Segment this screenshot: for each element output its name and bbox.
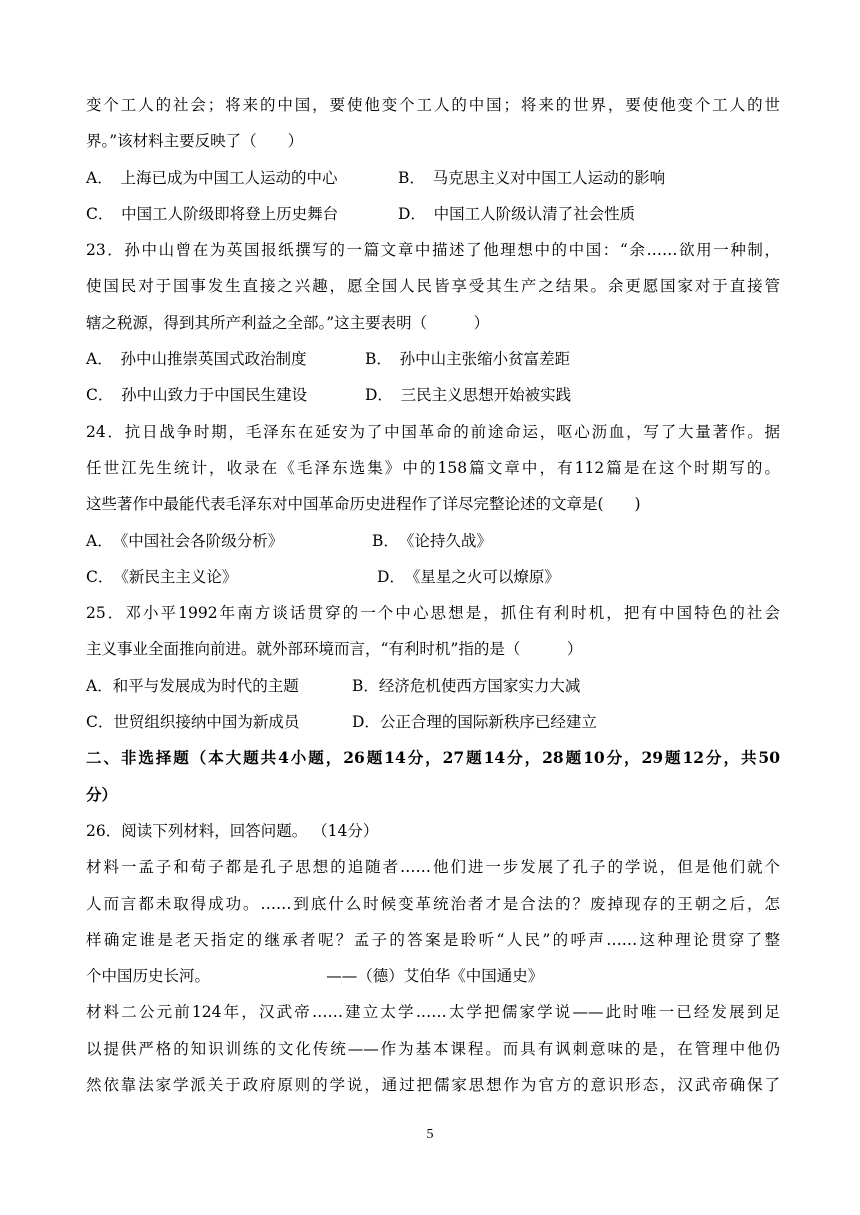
option-d: D． 三民主义思想开始被实践 [365, 386, 572, 405]
text-line: 任世江先生统计，收录在《毛泽东选集》中的158篇文章中，有112篇是在这个时期写的。 [86, 458, 780, 477]
material-one: 材料一孟子和荀子都是孔子思想的追随者……他们进一步发展了孔子的学说，但是他们就个 [86, 858, 780, 877]
text-line: 以提供严格的知识训练的文化传统——作为基本课程。而具有讽刺意味的是，在管理中他仍 [86, 1039, 780, 1058]
option-d: D． 《星星之火可以燎原》 [377, 567, 560, 586]
option-row [86, 559, 780, 595]
option-a: A．和平与发展成为时代的主题 [86, 676, 299, 695]
option-a: A． 孙中山推崇英国式政治制度 [86, 350, 307, 369]
page-number: 5 [426, 1127, 434, 1142]
option-row [86, 341, 780, 377]
text-line: 人而言都未取得成功。……到底什么时候变革统治者才是合法的？废掉现存的王朝之后，怎 [86, 894, 780, 913]
text-line: 变个工人的社会；将来的中国，要使他变个工人的中国；将来的世界，要使他变个工人的世 [86, 96, 780, 114]
option-c: C． 中国工人阶级即将登上历史舞台 [86, 204, 339, 223]
option-c: C．世贸组织接纳中国为新成员 [86, 713, 300, 732]
option-a: A． 上海已成为中国工人运动的中心 [86, 168, 338, 187]
material-two: 材料二公元前124年，汉武帝……建立太学……太学把儒家学说——此时唯一已经发展到足 [86, 1003, 780, 1022]
option-c: C． 孙中山致力于中国民生建设 [86, 386, 308, 405]
option-row [86, 704, 780, 740]
source-citation: 个中国历史长河。 ——（德）艾伯华《中国通史》 [86, 967, 544, 986]
option-d: D． 中国工人阶级认清了社会性质 [398, 204, 636, 223]
option-a: A． 《中国社会各阶级分析》 [86, 531, 284, 550]
option-row [86, 523, 780, 559]
option-b: B．经济危机使西方国家实力大减 [352, 676, 581, 695]
question-25: 25．邓小平1992年南方谈话贯穿的一个中心思想是，抓住有利时机，把有中国特色的社会 [86, 604, 780, 623]
question-24: 24．抗日战争时期，毛泽东在延安为了中国革命的前途命运，呕心沥血，写了大量著作。据 [86, 422, 780, 441]
text-line: 这些著作中最能代表毛泽东对中国革命历史进程作了详尽完整论述的文章是( ) [86, 495, 641, 514]
section-heading: 二、非选择题（本大题共4小题，26题14分，27题14分，28题10分，29题12分，共50 [86, 748, 780, 768]
option-b: B． 《论持久战》 [372, 531, 492, 550]
text-line: 界。”该材料主要反映了（ ） [86, 132, 304, 151]
option-row [86, 160, 780, 196]
page-content [86, 87, 780, 1103]
section-heading-continued: 分） [86, 784, 118, 804]
option-b: B． 马克思主义对中国工人运动的影响 [398, 168, 666, 187]
option-b: B． 孙中山主张缩小贫富差距 [365, 350, 571, 369]
option-d: D．公正合理的国际新秩序已经建立 [352, 713, 597, 732]
question-23: 23．孙中山曾在为英国报纸撰写的一篇文章中描述了他理想中的中国：“余……欲用一种制， [86, 241, 780, 260]
text-line: 样确定谁是老天指定的继承者呢？孟子的答案是聆听“人民”的呼声……这种理论贯穿了整 [86, 930, 780, 949]
text-line: 主义事业全面推向前进。就外部环境而言，“有利时机”指的是（ ） [86, 640, 583, 659]
text-line: 使国民对于国事发生直接之兴趣，愿全国人民皆享受其生产之结果。余更愿国家对于直接管 [86, 277, 780, 296]
option-row [86, 668, 780, 704]
question-26: 26．阅读下列材料，回答问题。 （14分） [86, 821, 379, 840]
option-row [86, 377, 780, 413]
option-row [86, 196, 780, 232]
text-line: 然依靠法家学派关于政府原则的学说，通过把儒家思想作为官方的意识形态，汉武帝确保了 [86, 1076, 780, 1095]
text-line: 辖之税源，得到其所产利益之全部。”这主要表明（ ） [86, 313, 490, 332]
option-c: C． 《新民主主义论》 [86, 567, 238, 586]
